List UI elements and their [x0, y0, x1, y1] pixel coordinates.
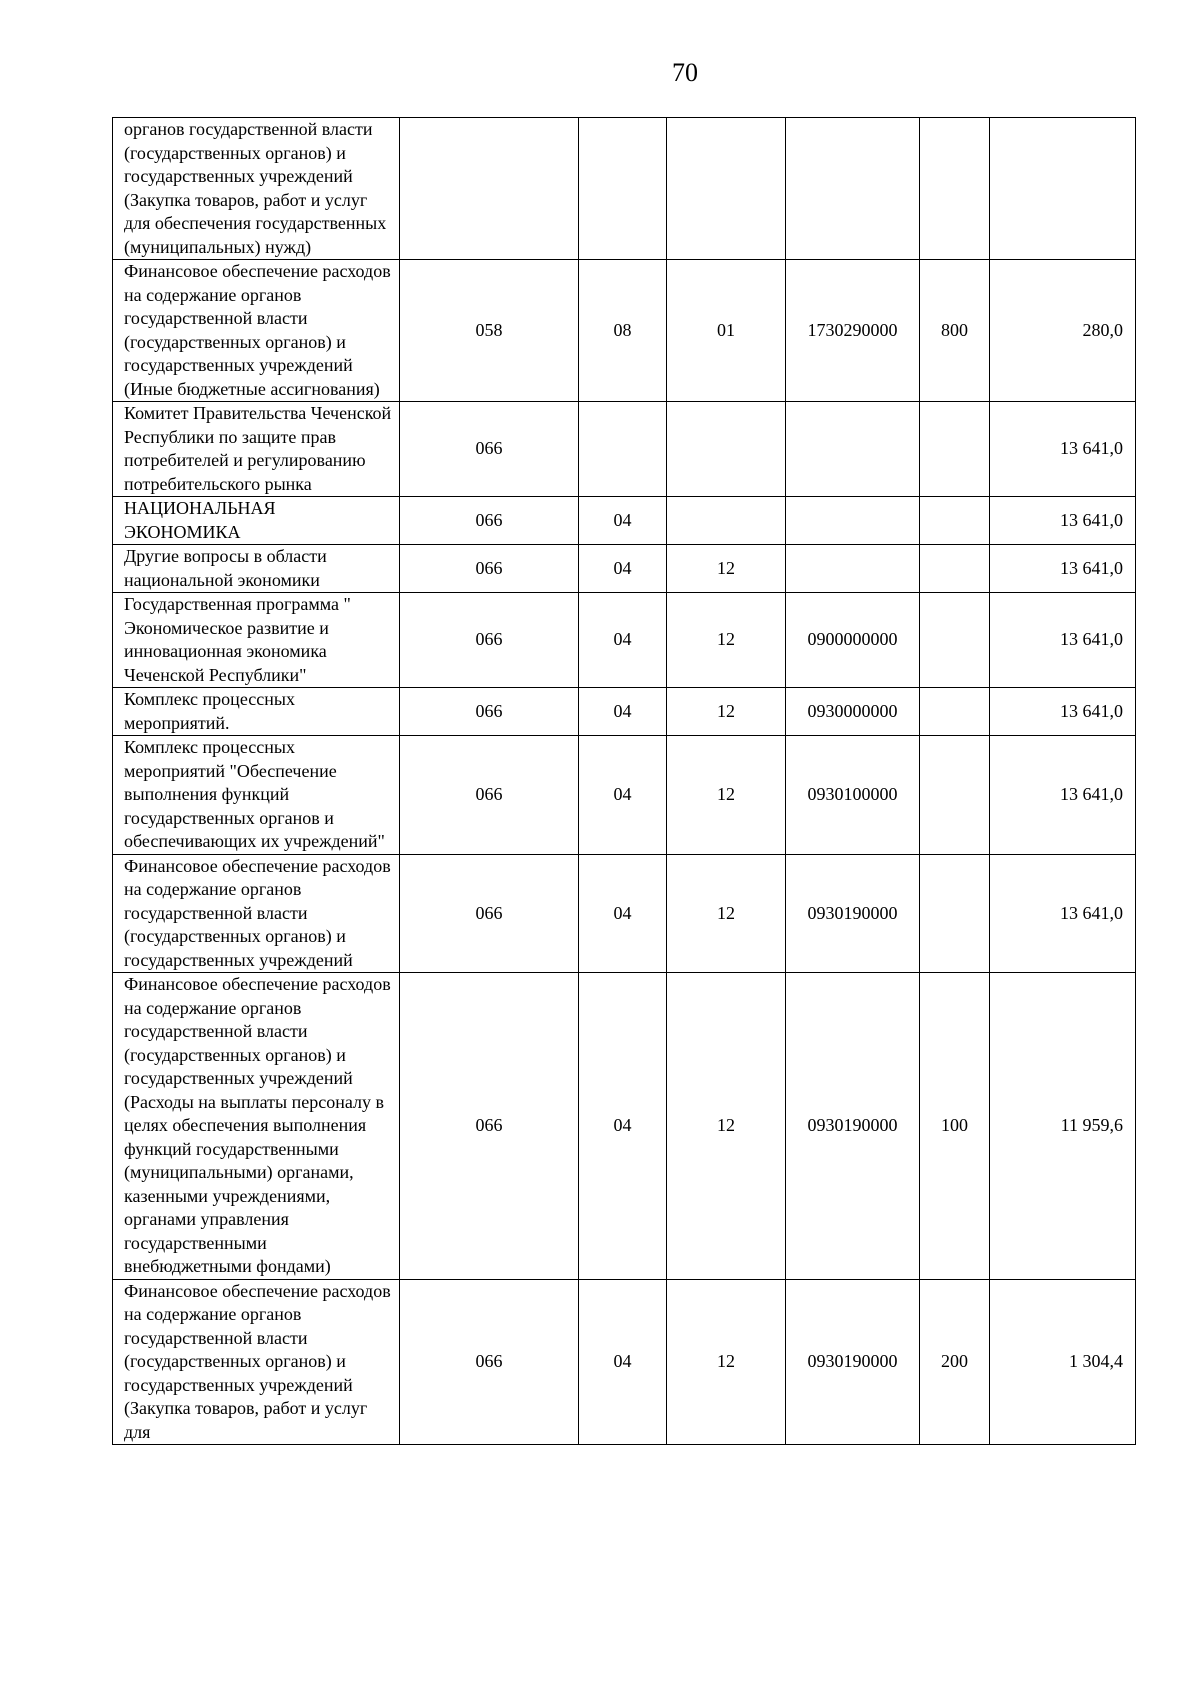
table-row — [113, 688, 1136, 736]
table-row — [113, 973, 1136, 1280]
table-row — [113, 260, 1136, 402]
row-name-cell: Финансовое обеспечение расходов на содержание органов государственной власти (государственных органов) и государственных учреждений — [113, 854, 400, 973]
subsection-code-cell: 01 — [667, 260, 786, 402]
row-name-cell: Комитет Правительства Чеченской Республики по защите прав потребителей и регулированию потребительского рынка — [113, 402, 400, 497]
expense-type-cell — [920, 545, 990, 593]
target-article-cell: 0930190000 — [786, 1279, 920, 1445]
row-name-cell: Комплекс процессных мероприятий "Обеспечение выполнения функций государственных органов и обеспечивающих их учреждений" — [113, 736, 400, 855]
row-name-cell: Финансовое обеспечение расходов на содержание органов государственной власти (государственных органов) и государственных учреждений (Расходы на выплаты персоналу в целях обеспечения выполнения функций государственными (муниципальными) органами, казенными учреждениями, органами управления государственными внебюджетными фондами) — [113, 973, 400, 1280]
table-row — [113, 118, 1136, 260]
section-code-cell — [579, 118, 667, 260]
target-article-cell — [786, 545, 920, 593]
ministry-code-cell: 066 — [400, 402, 579, 497]
ministry-code-cell: 066 — [400, 497, 579, 545]
expense-type-cell: 200 — [920, 1279, 990, 1445]
table-row — [113, 854, 1136, 973]
subsection-code-cell: 12 — [667, 593, 786, 688]
budget-table — [112, 117, 1136, 1445]
subsection-code-cell: 12 — [667, 545, 786, 593]
target-article-cell: 0930190000 — [786, 854, 920, 973]
target-article-cell — [786, 497, 920, 545]
expense-type-cell — [920, 402, 990, 497]
target-article-cell — [786, 118, 920, 260]
section-code-cell: 04 — [579, 593, 667, 688]
amount-cell: 13 641,0 — [990, 497, 1136, 545]
section-code-cell: 08 — [579, 260, 667, 402]
section-code-cell: 04 — [579, 736, 667, 855]
row-name-cell: Комплекс процессных мероприятий. — [113, 688, 400, 736]
row-name-cell: Другие вопросы в области национальной экономики — [113, 545, 400, 593]
section-code-cell: 04 — [579, 497, 667, 545]
target-article-cell — [786, 402, 920, 497]
ministry-code-cell: 066 — [400, 545, 579, 593]
section-code-cell: 04 — [579, 545, 667, 593]
subsection-code-cell: 12 — [667, 1279, 786, 1445]
section-code-cell — [579, 402, 667, 497]
expense-type-cell — [920, 688, 990, 736]
subsection-code-cell — [667, 497, 786, 545]
target-article-cell: 0930190000 — [786, 973, 920, 1280]
table-row — [113, 545, 1136, 593]
amount-cell: 13 641,0 — [990, 545, 1136, 593]
target-article-cell: 0930000000 — [786, 688, 920, 736]
expense-type-cell — [920, 854, 990, 973]
subsection-code-cell: 12 — [667, 854, 786, 973]
expense-type-cell: 100 — [920, 973, 990, 1280]
subsection-code-cell: 12 — [667, 973, 786, 1280]
table-row — [113, 497, 1136, 545]
ministry-code-cell: 066 — [400, 973, 579, 1280]
ministry-code-cell: 066 — [400, 736, 579, 855]
table-row — [113, 1279, 1136, 1445]
table-row — [113, 402, 1136, 497]
row-name-cell: Финансовое обеспечение расходов на содержание органов государственной власти (государственных органов) и государственных учреждений (Закупка товаров, работ и услуг для — [113, 1279, 400, 1445]
expense-type-cell — [920, 118, 990, 260]
target-article-cell: 1730290000 — [786, 260, 920, 402]
expense-type-cell — [920, 497, 990, 545]
page-number: 70 — [672, 58, 698, 87]
ministry-code-cell — [400, 118, 579, 260]
budget-table-body — [113, 118, 1136, 1445]
row-name-cell: органов государственной власти (государственных органов) и государственных учреждений (Закупка товаров, работ и услуг для обеспечения государственных (муниципальных) нужд) — [113, 118, 400, 260]
amount-cell: 13 641,0 — [990, 688, 1136, 736]
amount-cell: 1 304,4 — [990, 1279, 1136, 1445]
subsection-code-cell — [667, 402, 786, 497]
amount-cell: 13 641,0 — [990, 854, 1136, 973]
row-name-cell: НАЦИОНАЛЬНАЯ ЭКОНОМИКА — [113, 497, 400, 545]
ministry-code-cell: 058 — [400, 260, 579, 402]
amount-cell: 13 641,0 — [990, 593, 1136, 688]
row-name-cell: Финансовое обеспечение расходов на содержание органов государственной власти (государственных органов) и государственных учреждений (Иные бюджетные ассигнования) — [113, 260, 400, 402]
section-code-cell: 04 — [579, 973, 667, 1280]
section-code-cell: 04 — [579, 688, 667, 736]
expense-type-cell — [920, 736, 990, 855]
ministry-code-cell: 066 — [400, 593, 579, 688]
amount-cell — [990, 118, 1136, 260]
row-name-cell: Государственная программа " Экономическое развитие и инновационная экономика Чеченской Республики" — [113, 593, 400, 688]
section-code-cell: 04 — [579, 1279, 667, 1445]
expense-type-cell — [920, 593, 990, 688]
expense-type-cell: 800 — [920, 260, 990, 402]
target-article-cell: 0900000000 — [786, 593, 920, 688]
amount-cell: 11 959,6 — [990, 973, 1136, 1280]
ministry-code-cell: 066 — [400, 854, 579, 973]
amount-cell: 13 641,0 — [990, 402, 1136, 497]
amount-cell: 13 641,0 — [990, 736, 1136, 855]
ministry-code-cell: 066 — [400, 1279, 579, 1445]
table-row — [113, 593, 1136, 688]
table-row — [113, 736, 1136, 855]
ministry-code-cell: 066 — [400, 688, 579, 736]
subsection-code-cell: 12 — [667, 736, 786, 855]
section-code-cell: 04 — [579, 854, 667, 973]
amount-cell: 280,0 — [990, 260, 1136, 402]
subsection-code-cell — [667, 118, 786, 260]
target-article-cell: 0930100000 — [786, 736, 920, 855]
subsection-code-cell: 12 — [667, 688, 786, 736]
